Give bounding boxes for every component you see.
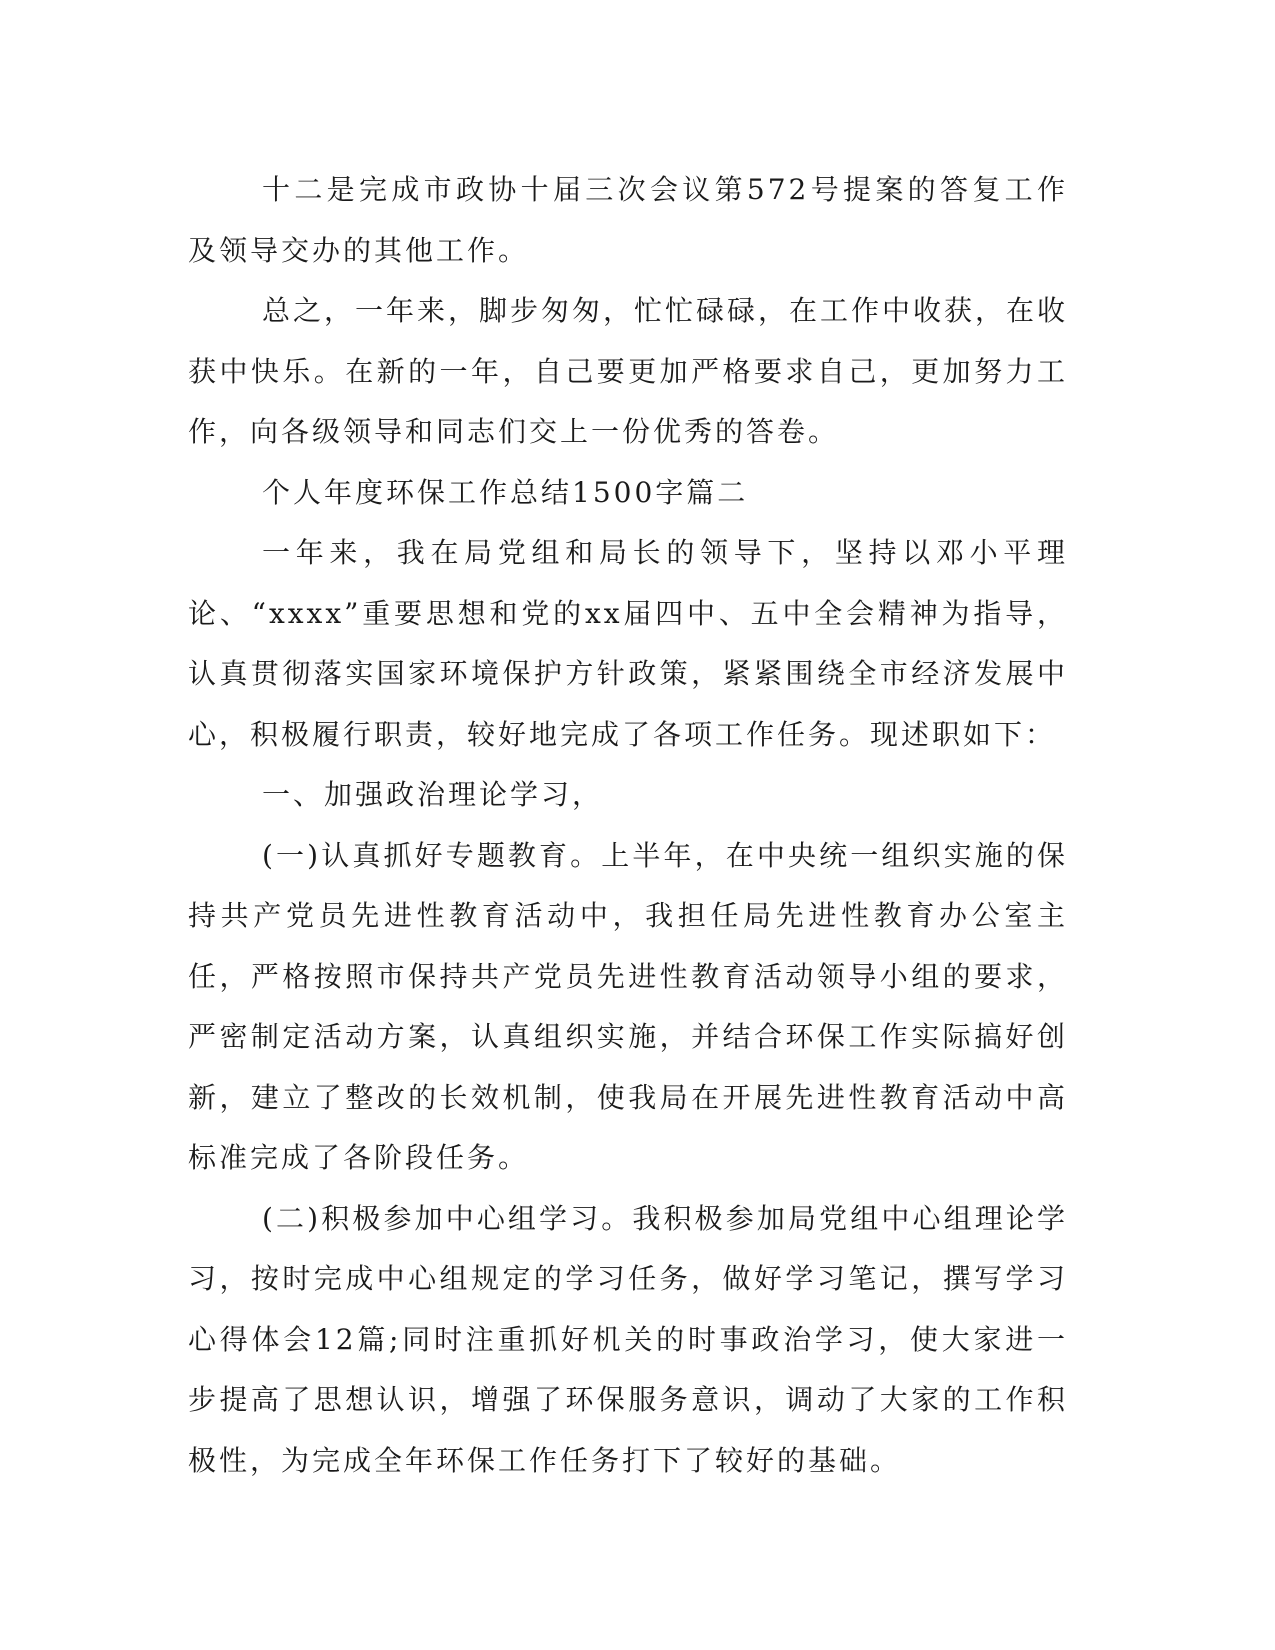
section-heading-2: 个人年度环保工作总结1500字篇二 bbox=[262, 475, 749, 509]
document-body bbox=[188, 160, 1068, 1491]
paragraph-3: 一年来，我在局党组和局长的领导下，坚持以邓小平理论、“xxxx”重要思想和党的xx届四中、五中全会精神为指导，认真贯彻落实国家环境保护方针政策，紧紧围绕全市经济发展中心，积极履行职责，较好地完成了各项工作任务。现述职如下： bbox=[188, 536, 1068, 751]
paragraph-5: (二)积极参加中心组学习。我积极参加局党组中心组理论学习，按时完成中心组规定的学习任务，做好学习笔记，撰写学习心得体会12篇;同时注重抓好机关的时事政治学习，使大家进一步提高了思想认识，增强了环保服务意识，调动了大家的工作积极性，为完成全年环保工作任务打下了较好的基础。 bbox=[188, 1201, 1068, 1477]
paragraph-2: 总之，一年来，脚步匆匆，忙忙碌碌，在工作中收获，在收获中快乐。在新的一年，自己要更加严格要求自己，更加努力工作，向各级领导和同志们交上一份优秀的答卷。 bbox=[188, 294, 1069, 448]
paragraph-4: (一)认真抓好专题教育。上半年，在中央统一组织实施的保持共产党员先进性教育活动中，我担任局先进性教育办公室主任，严格按照市保持共产党员先进性教育活动领导小组的要求，严密制定活动方案，认真组织实施，并结合环保工作实际搞好创新，建立了整改的长效机制，使我局在开展先进性教育活动中高标准完成了各阶段任务。 bbox=[188, 838, 1068, 1174]
subheading-1: 一、加强政治理论学习， bbox=[262, 778, 604, 811]
paragraph-1: 十二是完成市政协十届三次会议第572号提案的答复工作及领导交办的其他工作。 bbox=[188, 173, 1068, 267]
